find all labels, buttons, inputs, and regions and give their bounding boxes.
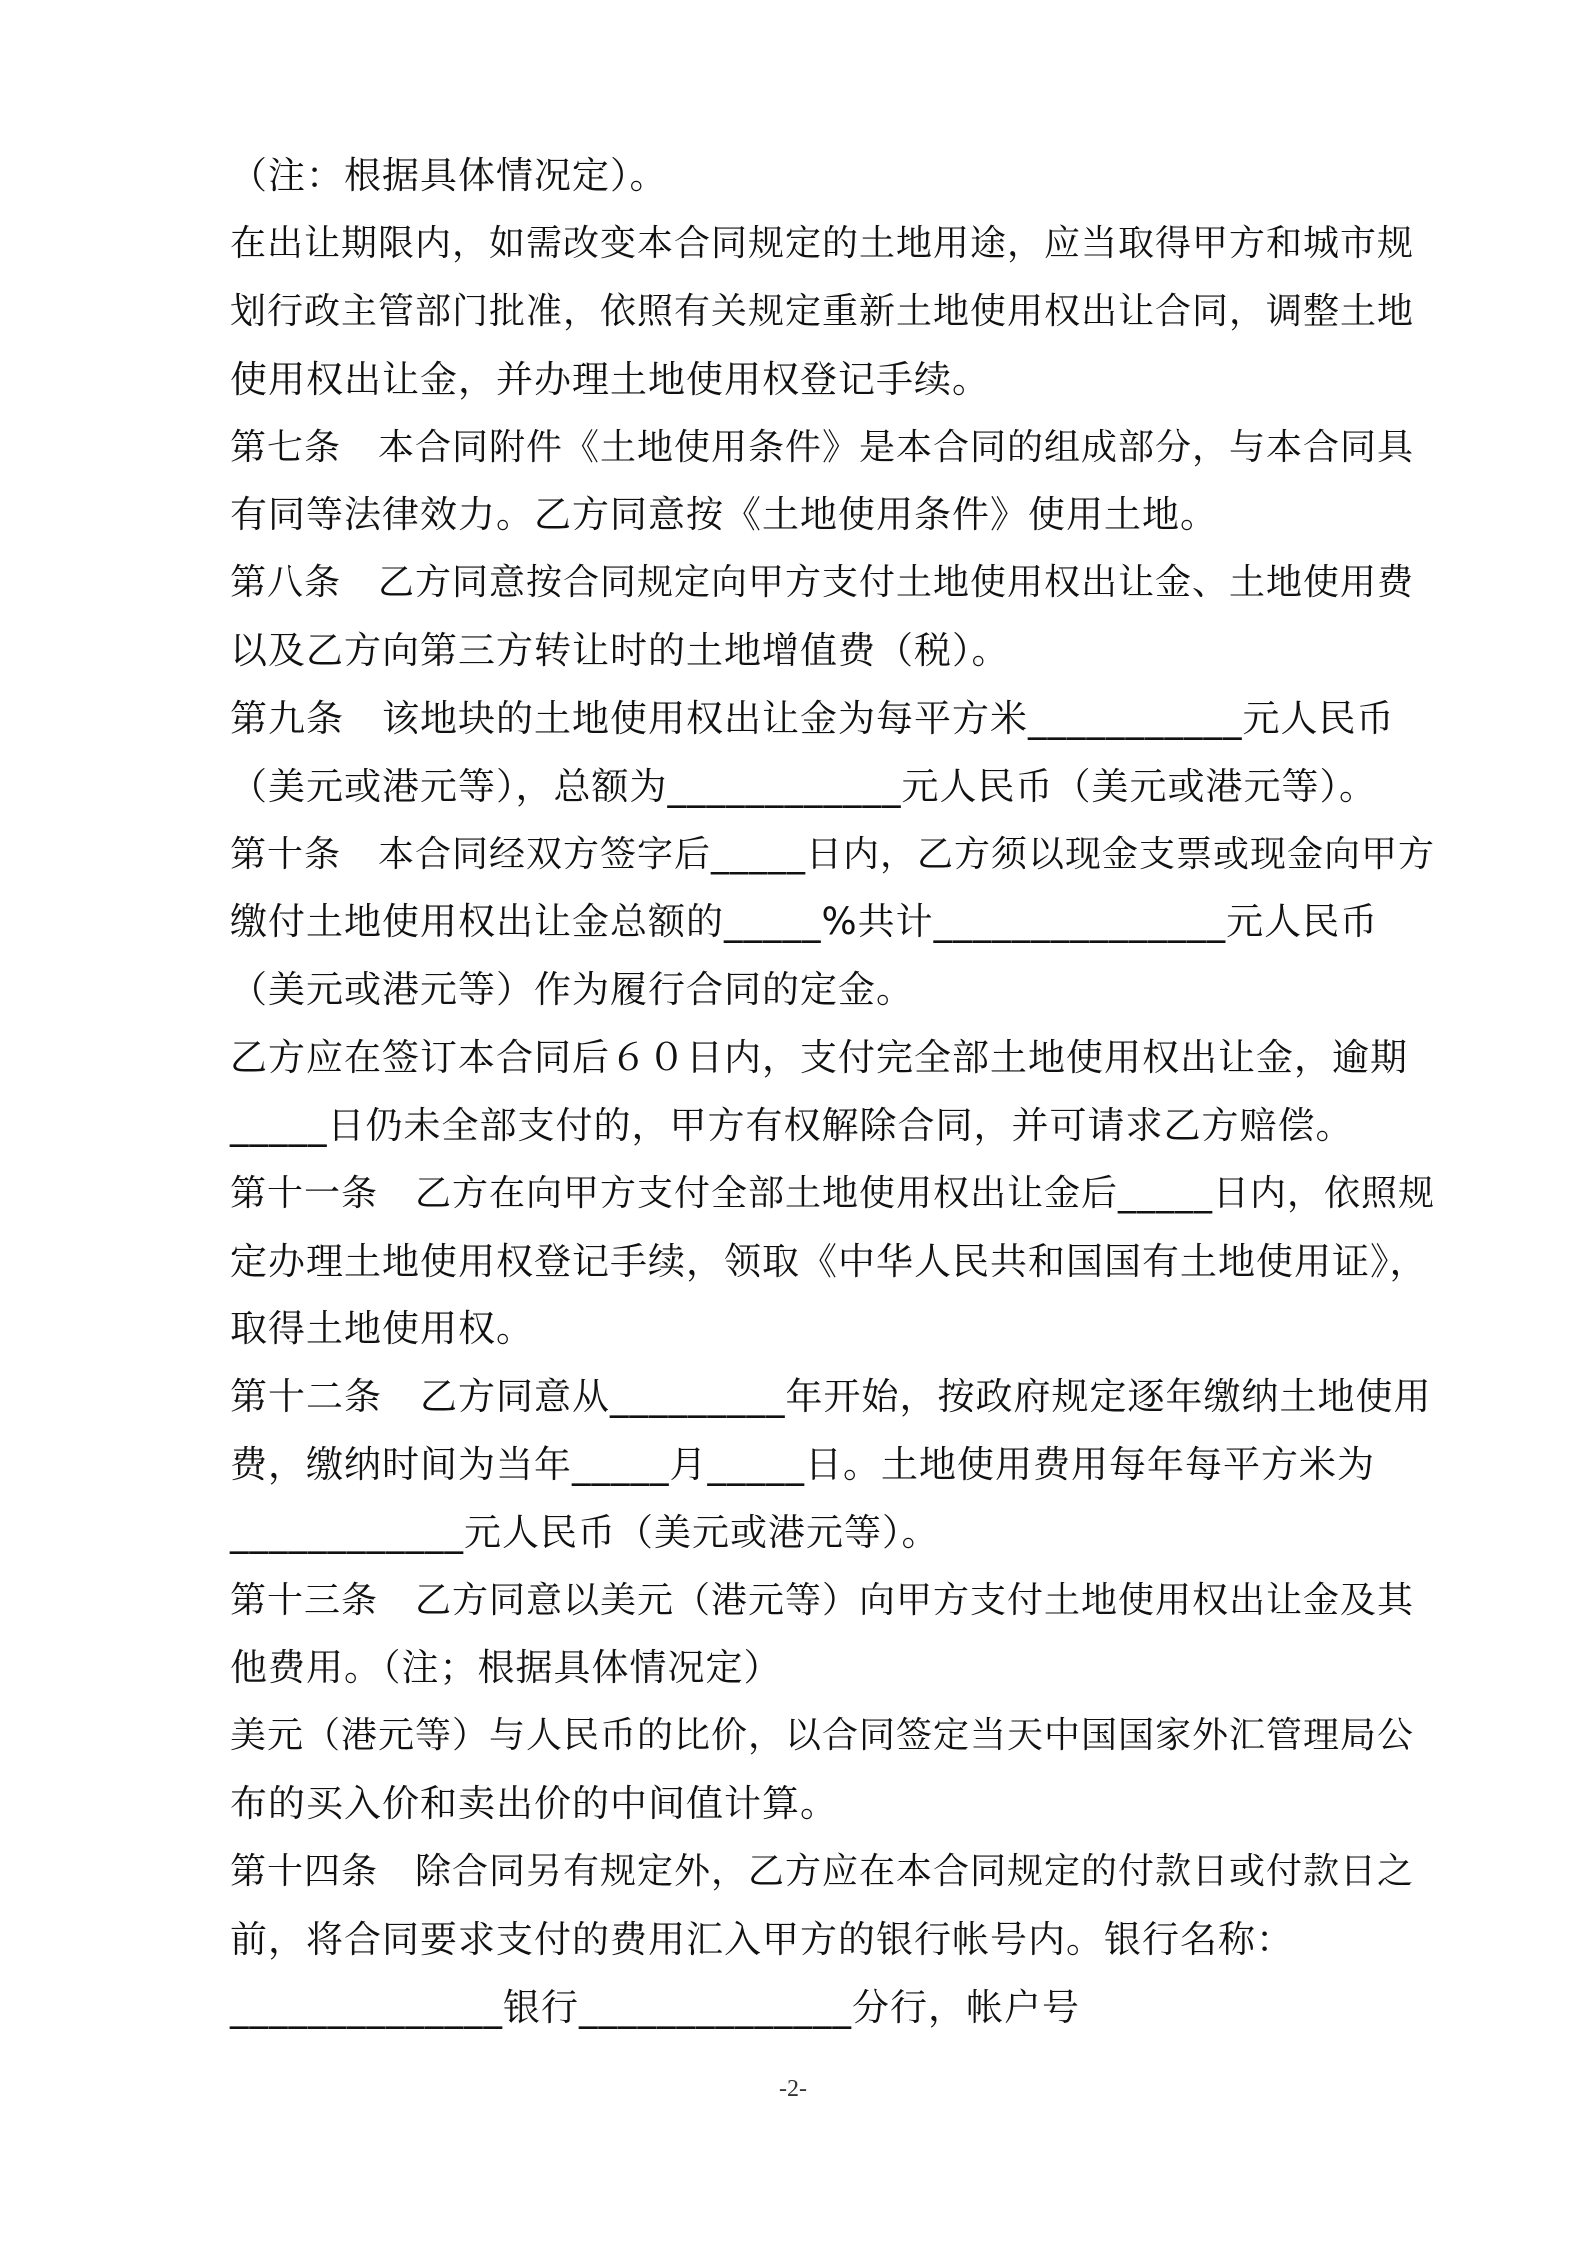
text-line: 第九条 该地块的土地使用权出让金为每平方米___________元人民币 bbox=[230, 697, 1395, 740]
text-line: （美元或港元等），总额为____________元人民币（美元或港元等）。 bbox=[230, 765, 1377, 808]
text-line: 第七条 本合同附件《土地使用条件》是本合同的组成部分，与本合同具 bbox=[230, 427, 1415, 468]
text-line: 乙方应在签订本合同后６０日内，支付完全部土地使用权出让金，逾期 bbox=[230, 1036, 1408, 1079]
text-line: 他费用。（注；根据具体情况定） bbox=[230, 1646, 782, 1689]
text-line: ______________银行______________分行，帐户号 bbox=[230, 1986, 1080, 2029]
text-line: 使用权出让金，并办理土地使用权登记手续。 bbox=[230, 358, 990, 401]
text-line: 美元（港元等）与人民币的比价，以合同签定当天中国国家外汇管理局公 bbox=[230, 1715, 1415, 1756]
text-line: 取得土地使用权。 bbox=[230, 1307, 534, 1350]
text-line: 有同等法律效力。乙方同意按《土地使用条件》使用土地。 bbox=[230, 493, 1218, 536]
text-line: 前，将合同要求支付的费用汇入甲方的银行帐号内。银行名称： bbox=[230, 1918, 1294, 1961]
text-line: 布的买入价和卖出价的中间值计算。 bbox=[230, 1782, 838, 1825]
text-line: 定办理土地使用权登记手续，领取《中华人民共和国国有土地使用证》， bbox=[230, 1240, 1428, 1283]
text-line: _____日仍未全部支付的，甲方有权解除合同，并可请求乙方赔偿。 bbox=[230, 1104, 1354, 1147]
text-line: （美元或港元等）作为履行合同的定金。 bbox=[230, 968, 914, 1011]
text-line: 第八条 乙方同意按合同规定向甲方支付土地使用权出让金、土地使用费 bbox=[230, 562, 1415, 603]
text-line: 缴付土地使用权出让金总额的_____%共计_______________元人民币 bbox=[230, 900, 1379, 943]
text-line: 第十二条 乙方同意从_________年开始，按政府规定逐年缴纳土地使用 bbox=[230, 1375, 1432, 1418]
text-line: ____________元人民币（美元或港元等）。 bbox=[230, 1511, 940, 1554]
text-line: 第十条 本合同经双方签字后_____日内，乙方须以现金支票或现金向甲方 bbox=[230, 834, 1436, 875]
page-number: -2- bbox=[779, 2076, 807, 2102]
text-line: 在出让期限内，如需改变本合同规定的土地用途，应当取得甲方和城市规 bbox=[230, 223, 1415, 264]
text-line: （注：根据具体情况定）。 bbox=[230, 154, 668, 197]
text-line: 第十一条 乙方在向甲方支付全部土地使用权出让金后_____日内，依照规 bbox=[230, 1173, 1436, 1214]
text-line: 费，缴纳时间为当年_____月_____日。土地使用费用每年每平方米为 bbox=[230, 1443, 1375, 1486]
text-line: 第十四条 除合同另有规定外，乙方应在本合同规定的付款日或付款日之 bbox=[230, 1851, 1415, 1892]
text-line: 划行政主管部门批准，依照有关规定重新土地使用权出让合同，调整土地 bbox=[230, 291, 1415, 332]
text-line: 以及乙方向第三方转让时的土地增值费（税）。 bbox=[230, 629, 1010, 672]
text-line: 第十三条 乙方同意以美元（港元等）向甲方支付土地使用权出让金及其 bbox=[230, 1580, 1415, 1621]
